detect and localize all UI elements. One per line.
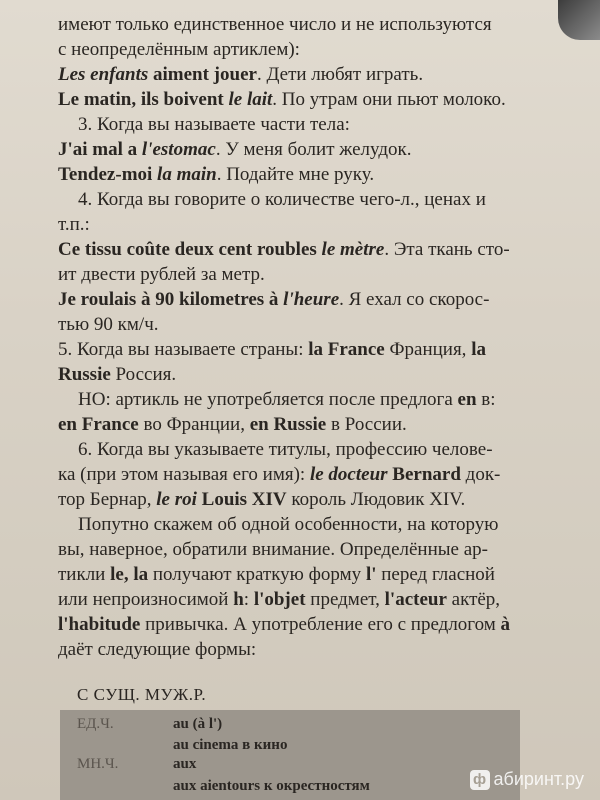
text-line — [58, 62, 570, 87]
text-segment: 6. Когда вы указываете титулы, профессию челове- — [78, 439, 493, 460]
text-line — [58, 337, 570, 362]
text-segment: НО: артикль не употребляется после предлога — [78, 389, 458, 410]
text-line — [58, 262, 570, 287]
text-segment: ка (при этом называя его имя): — [58, 464, 310, 485]
section-heading: С СУЩ. МУЖ.Р. — [77, 685, 207, 704]
text-segment: le docteur — [309, 464, 388, 485]
text-segment: h — [233, 589, 244, 610]
text-segment: получают краткую форму — [148, 564, 366, 585]
text-line — [58, 637, 570, 662]
text-segment: Франция, — [384, 339, 472, 360]
text-segment: le lait — [228, 89, 273, 110]
text-line — [58, 187, 570, 212]
text-segment: l'heure — [283, 289, 340, 310]
text-segment: тор Бернар, — [58, 489, 157, 510]
text-line — [58, 462, 570, 487]
text-line — [58, 512, 570, 537]
text-segment: док- — [460, 464, 501, 485]
text-segment: la — [471, 339, 486, 360]
text-segment: l'objet — [253, 589, 306, 610]
text-segment: la main — [157, 164, 217, 185]
text-segment: в России. — [326, 414, 407, 435]
text-segment: Россия. — [110, 364, 177, 385]
text-segment: . У меня болит желудок. — [215, 139, 412, 160]
text-segment: вы, наверное, обратили внимание. Определённые ар- — [58, 539, 488, 560]
watermark-text: абиринт.ру — [493, 769, 584, 789]
text-segment: Russie — [58, 364, 111, 385]
table-row-label: МН.Ч. — [77, 756, 119, 772]
text-line — [58, 37, 570, 62]
text-line — [58, 112, 570, 137]
table-row-value: aux aientours к окрестностям — [173, 778, 370, 794]
text-segment: . Подайте мне руку. — [216, 164, 375, 185]
article-table — [60, 710, 520, 800]
text-segment: aiment jouer — [148, 64, 257, 85]
text-segment: 3. Когда вы называете части тела: — [78, 114, 350, 135]
text-segment: Louis XIV — [196, 489, 287, 510]
text-segment: во Франции, — [138, 414, 250, 435]
text-segment: en Russie — [249, 414, 327, 435]
text-segment: l' — [365, 564, 377, 585]
text-segment: т.п.: — [58, 214, 90, 235]
text-segment: Les enfants — [58, 64, 149, 85]
text-line — [58, 387, 570, 412]
text-segment: с неопределённым артиклем): — [58, 39, 300, 60]
text-segment: Попутно скажем об одной особенности, на которую — [78, 514, 499, 535]
text-segment: l'estomac — [141, 139, 216, 160]
text-line — [58, 537, 570, 562]
text-line — [58, 137, 570, 162]
table-row — [60, 778, 520, 800]
text-line — [58, 587, 570, 612]
text-line — [58, 562, 570, 587]
text-segment: тикли — [58, 564, 111, 585]
text-line — [58, 437, 570, 462]
text-line — [58, 362, 570, 387]
text-segment: или непроизносимой — [58, 589, 234, 610]
text-segment: Je roulais à 90 kilometres à — [58, 289, 284, 310]
text-segment: le, la — [110, 564, 149, 585]
text-segment: . Дети любят играть. — [256, 64, 424, 85]
text-segment: Tendez-moi — [58, 164, 158, 185]
text-segment: . Эта ткань сто- — [384, 239, 510, 260]
text-line — [58, 312, 570, 337]
text-segment: даёт следующие формы: — [58, 639, 257, 660]
text-segment: 4. Когда вы говорите о количестве чего-л., ценах и — [78, 189, 486, 210]
text-segment: J'ai mal a — [58, 139, 142, 160]
text-segment: le roi — [156, 489, 197, 510]
text-segment: перед гласной — [376, 564, 495, 585]
text-segment: Le matin, ils boivent — [58, 89, 229, 110]
text-segment: en — [457, 389, 477, 410]
text-segment: l'acteur — [384, 589, 447, 610]
text-segment: : — [243, 589, 254, 610]
text-segment: в: — [476, 389, 496, 410]
text-segment: тью 90 км/ч. — [58, 314, 159, 335]
text-line — [58, 87, 570, 112]
text-segment: le mètre — [321, 239, 385, 260]
text-segment: en France — [58, 414, 139, 435]
text-segment: актёр, — [446, 589, 501, 610]
table-row — [60, 716, 520, 738]
text-segment: l'habitude — [58, 614, 141, 635]
text-segment: à — [500, 614, 511, 635]
text-segment: привычка. А употребление его с предлогом — [140, 614, 501, 635]
text-segment: король Людовик XIV. — [286, 489, 466, 510]
text-line — [58, 612, 570, 637]
text-segment: . По утрам они пьют молоко. — [272, 89, 506, 110]
text-segment: предмет, — [305, 589, 385, 610]
text-segment: la France — [308, 339, 385, 360]
text-segment: Ce tissu coûte deux cent roubles — [58, 239, 322, 260]
text-segment: Bernard — [387, 464, 461, 485]
text-line — [58, 412, 570, 437]
text-line — [58, 237, 570, 262]
text-segment: 5. Когда вы называете страны: — [58, 339, 309, 360]
table-row-label: ЕД.Ч. — [77, 716, 114, 732]
watermark — [470, 769, 584, 790]
labirint-logo-icon: ф — [470, 770, 490, 790]
text-segment: ит двести рублей за метр. — [58, 264, 265, 285]
table-row-value: au cinema в кино — [173, 737, 288, 753]
text-line — [58, 12, 570, 37]
text-segment: имеют только единственное число и не используются — [58, 14, 492, 35]
page-text — [58, 12, 570, 662]
table-row — [60, 756, 520, 778]
text-segment: . Я ехал со скорос- — [339, 289, 490, 310]
table-row-value: au (à l') — [173, 716, 223, 732]
text-line — [58, 162, 570, 187]
text-line — [58, 212, 570, 237]
text-line — [58, 487, 570, 512]
text-line — [58, 287, 570, 312]
table-row-value: aux — [173, 756, 197, 772]
